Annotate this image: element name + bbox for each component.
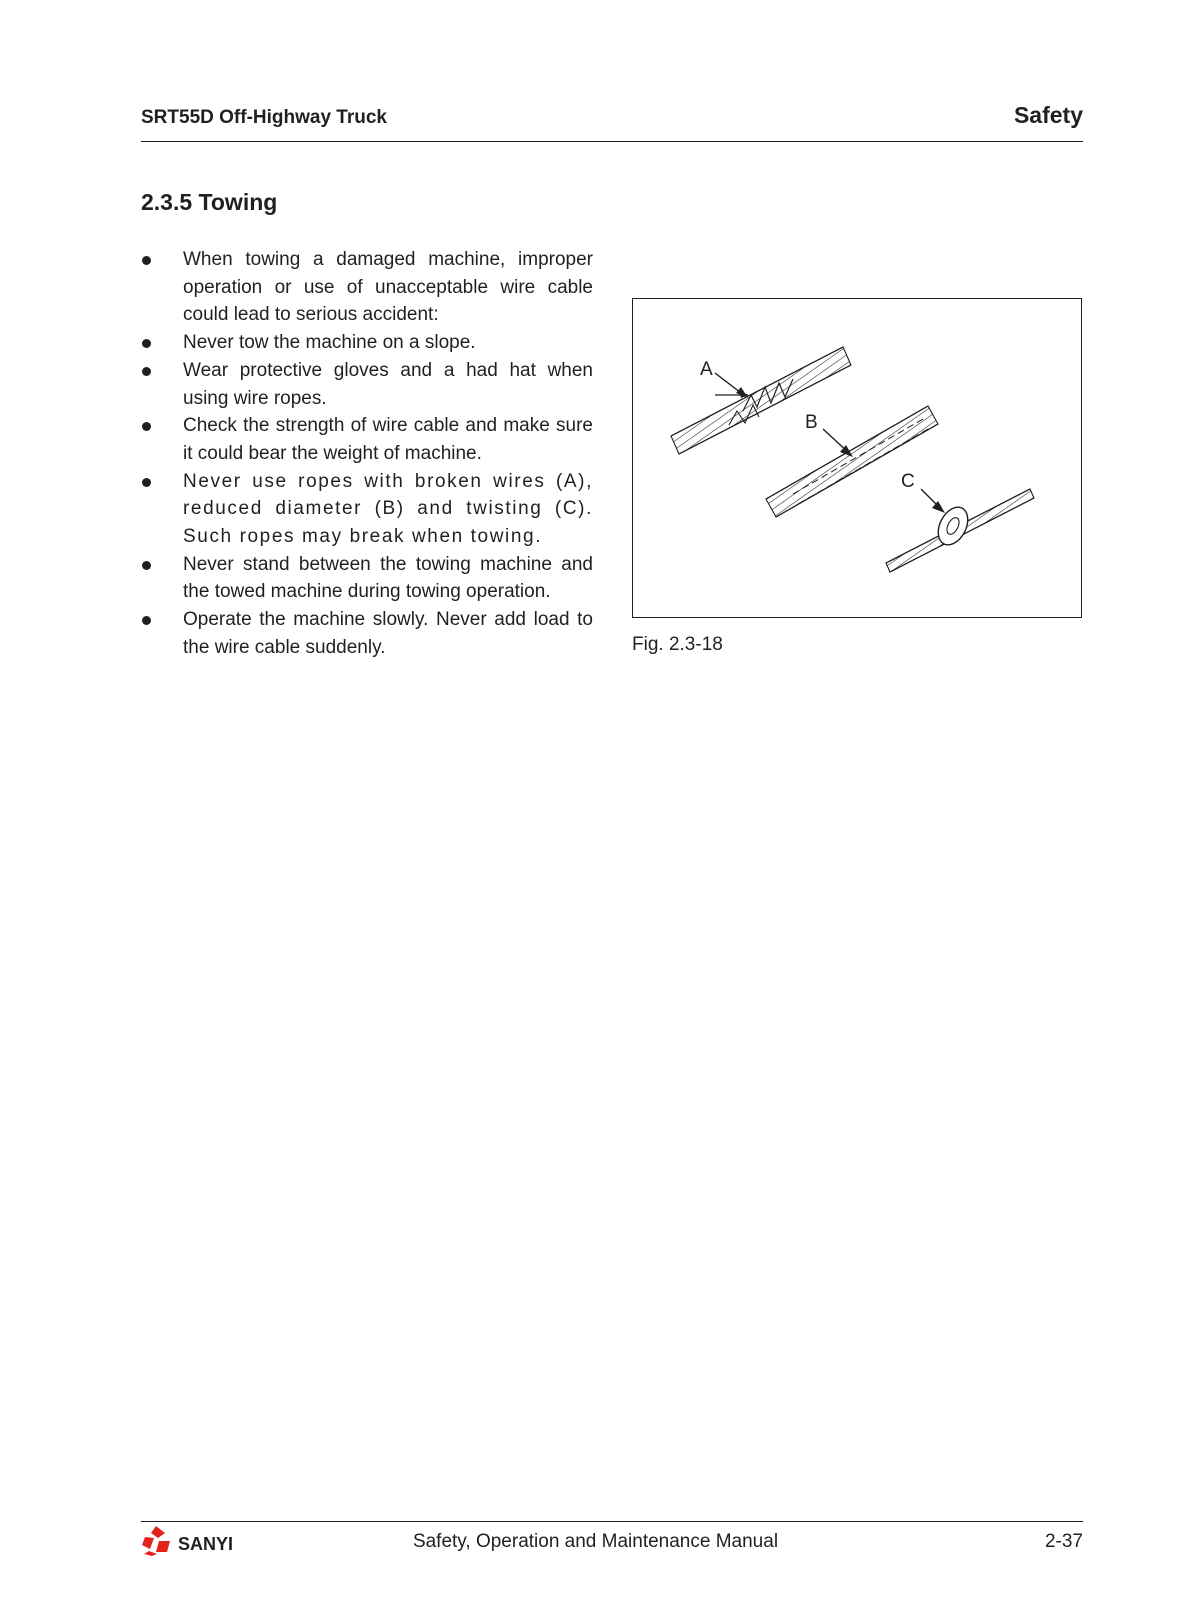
bullet-item (141, 551, 593, 606)
bullet-item (141, 412, 593, 467)
header-divider (141, 141, 1083, 142)
section-title: 2.3.5 Towing (141, 189, 278, 215)
bullet-text: Never use ropes with broken wires (A), reduced diameter (B) and twisting (C). Such ropes may break when towing. (183, 470, 593, 548)
footer-page-number: 2-37 (1044, 1531, 1083, 1552)
bullet-item (141, 329, 593, 357)
figure-caption: Fig. 2.3-18 (632, 634, 723, 655)
bullet-dot-icon (142, 256, 151, 265)
bullet-text: Wear protective gloves and a had hat when using wire ropes. (183, 359, 593, 409)
header-doc-title: SRT55D Off-Highway Truck (141, 107, 387, 128)
bullet-text: Never stand between the towing machine and the towed machine during towing operation. (183, 553, 593, 603)
rope-twisting (886, 489, 1034, 572)
bullet-item (141, 468, 593, 551)
label-c: C (901, 471, 915, 492)
bullet-text: Operate the machine slowly. Never add load to the wire cable suddenly. (183, 609, 593, 658)
footer-divider (141, 1521, 1083, 1522)
rope-reduced-diameter (766, 406, 938, 517)
header-section-name: Safety (1013, 102, 1083, 128)
bullet-list (141, 246, 593, 662)
bullet-dot-icon (142, 422, 151, 431)
bullet-dot-icon (142, 339, 151, 348)
bullet-dot-icon (142, 367, 151, 376)
footer-manual-title: Safety, Operation and Maintenance Manual (412, 1531, 779, 1552)
bullet-dot-icon (142, 478, 151, 487)
bullet-text: Check the strength of wire cable and make sure it could bear the weight of machine. (183, 415, 593, 464)
bullet-text: When towing a damaged machine, improper operation or use of unacceptable wire cable could lead to serious accident: (183, 249, 593, 326)
footer-brand: SANYI (178, 1534, 234, 1554)
bullet-item (141, 357, 593, 412)
rope-broken-wires (671, 347, 851, 454)
label-b: B (805, 412, 818, 433)
bullet-item (141, 246, 593, 329)
wire-rope-figure (632, 298, 1082, 618)
label-a: A (700, 359, 713, 380)
bullet-item (141, 606, 593, 661)
bullet-dot-icon (142, 616, 151, 625)
bullet-text: Never tow the machine on a slope. (183, 332, 476, 354)
bullet-dot-icon (142, 561, 151, 570)
wire-rope-illustration (633, 299, 1081, 617)
